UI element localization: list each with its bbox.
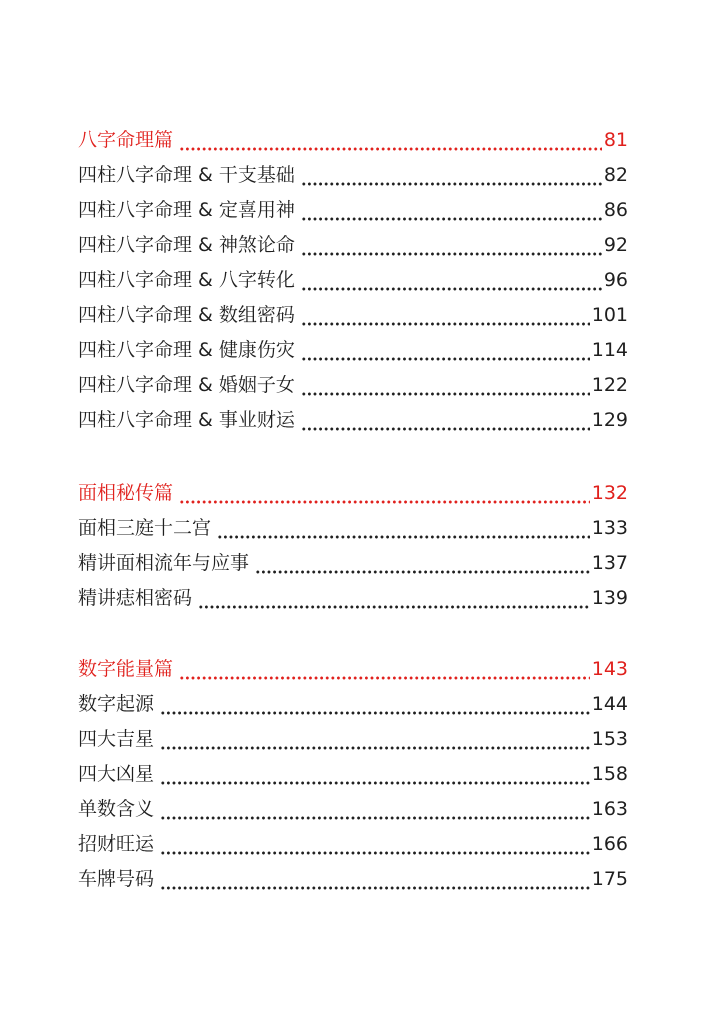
toc-entry[interactable] [78,402,628,432]
entry-title: 招财旺运 [78,833,155,855]
entry-page-number: 166 [591,833,628,855]
entry-page-number: 144 [591,693,628,715]
entry-title: 四柱八字命理 & 事业财运 [78,409,295,431]
dot-leader [301,233,602,257]
toc-entry[interactable] [78,367,628,397]
section-title: 数字能量篇 [78,658,174,680]
entry-title: 车牌号码 [78,868,155,890]
dot-leader [217,516,590,540]
entry-title: 数字起源 [78,693,155,715]
dot-leader [179,481,590,505]
toc-entry[interactable] [78,262,628,292]
toc-entry[interactable] [78,157,628,187]
toc-entry[interactable] [78,545,628,575]
entry-page-number: 96 [603,269,628,291]
dot-leader [255,551,590,575]
entry-page-number: 175 [591,868,628,890]
dot-leader [160,867,590,891]
entry-title: 四柱八字命理 & 健康伤灾 [78,339,295,361]
entry-page-number: 158 [591,763,628,785]
entry-page-number: 92 [603,234,628,256]
entry-page-number: 163 [591,798,628,820]
section-page-number: 143 [591,658,628,680]
entry-page-number: 101 [591,304,628,326]
dot-leader [301,408,590,432]
toc-entry[interactable] [78,686,628,716]
dot-leader [301,373,590,397]
entry-title: 四柱八字命理 & 定喜用神 [78,199,295,221]
toc-section-heading[interactable] [78,122,628,152]
toc-entry[interactable] [78,756,628,786]
toc-entry[interactable] [78,332,628,362]
dot-leader [160,797,590,821]
dot-leader [301,163,602,187]
dot-leader [301,268,602,292]
entry-title: 四大吉星 [78,728,155,750]
entry-title: 单数含义 [78,798,155,820]
entry-page-number: 86 [603,199,628,221]
toc-entry[interactable] [78,297,628,327]
entry-page-number: 137 [591,552,628,574]
toc-entry[interactable] [78,861,628,891]
entry-title: 四柱八字命理 & 婚姻子女 [78,374,295,396]
entry-page-number: 122 [591,374,628,396]
dot-leader [301,198,602,222]
entry-title: 四柱八字命理 & 数组密码 [78,304,295,326]
dot-leader [160,727,590,751]
toc-entry[interactable] [78,826,628,856]
section-page-number: 81 [603,129,628,151]
toc-entry[interactable] [78,791,628,821]
dot-leader [198,586,590,610]
entry-title: 四柱八字命理 & 神煞论命 [78,234,295,256]
entry-page-number: 139 [591,587,628,609]
entry-page-number: 153 [591,728,628,750]
toc-entry[interactable] [78,721,628,751]
toc-entry[interactable] [78,510,628,540]
entry-title: 四柱八字命理 & 八字转化 [78,269,295,291]
entry-title: 面相三庭十二宫 [78,517,212,539]
dot-leader [160,762,590,786]
section-title: 面相秘传篇 [78,482,174,504]
dot-leader [301,338,590,362]
dot-leader [160,692,590,716]
dot-leader [160,832,590,856]
section-page-number: 132 [591,482,628,504]
entry-page-number: 82 [603,164,628,186]
toc-entry[interactable] [78,192,628,222]
dot-leader [301,303,590,327]
entry-page-number: 129 [591,409,628,431]
toc-entry[interactable] [78,580,628,610]
entry-page-number: 133 [591,517,628,539]
entry-title: 精讲面相流年与应事 [78,552,250,574]
entry-page-number: 114 [591,339,628,361]
dot-leader [179,657,590,681]
toc-section-heading[interactable] [78,651,628,681]
entry-title: 精讲痣相密码 [78,587,193,609]
toc-section-heading[interactable] [78,475,628,505]
entry-title: 四柱八字命理 & 干支基础 [78,164,295,186]
entry-title: 四大凶星 [78,763,155,785]
section-title: 八字命理篇 [78,129,174,151]
toc-entry[interactable] [78,227,628,257]
dot-leader [179,128,602,152]
